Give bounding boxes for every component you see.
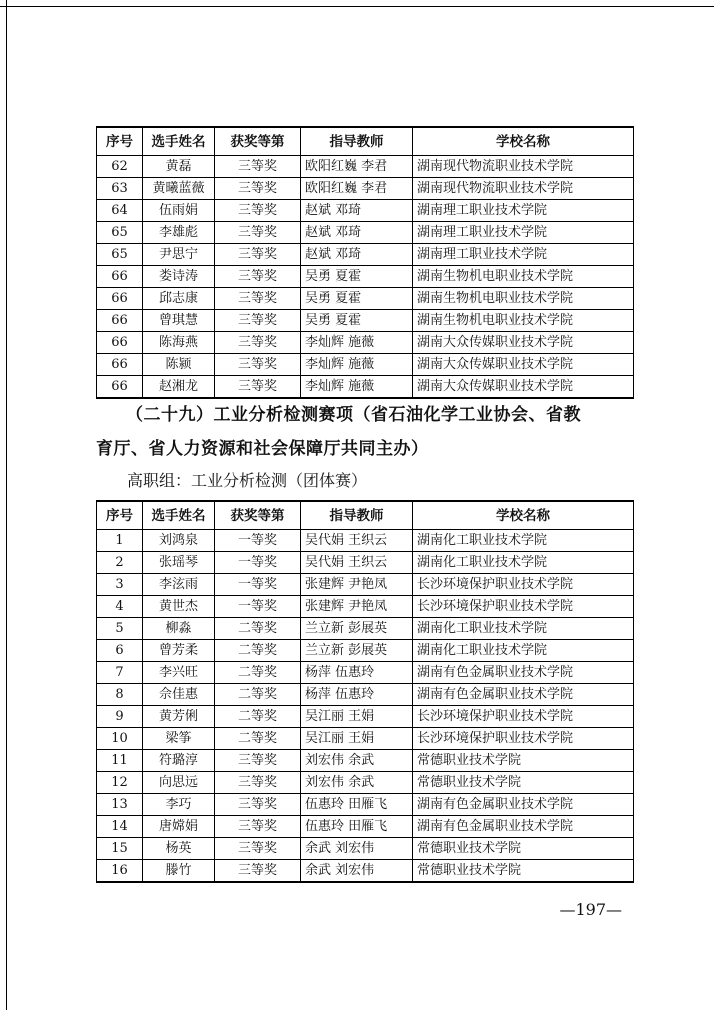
cell-school: 湖南化工职业技术学院 xyxy=(413,552,634,574)
table-row xyxy=(97,574,634,596)
cell-teacher: 欧阳红巍 李君 xyxy=(301,156,413,178)
cell-number: 11 xyxy=(97,750,143,772)
awards-table-2 xyxy=(96,500,634,883)
cell-school: 湖南化工职业技术学院 xyxy=(413,640,634,662)
cell-number: 14 xyxy=(97,816,143,838)
table-row xyxy=(97,332,634,354)
header-school: 学校名称 xyxy=(413,127,634,156)
cell-teacher: 吴代娟 王织云 xyxy=(301,552,413,574)
cell-number: 5 xyxy=(97,618,143,640)
cell-name: 杨英 xyxy=(143,838,215,860)
section-title xyxy=(96,398,633,466)
cell-teacher: 刘宏伟 余武 xyxy=(301,772,413,794)
cell-school: 湖南理工职业技术学院 xyxy=(413,222,634,244)
table-row xyxy=(97,816,634,838)
cell-teacher: 伍惠玲 田雁飞 xyxy=(301,816,413,838)
cell-name: 娄诗涛 xyxy=(143,266,215,288)
cell-name: 陈颍 xyxy=(143,354,215,376)
cell-school: 湖南化工职业技术学院 xyxy=(413,530,634,552)
table-header-row xyxy=(97,127,634,156)
table-row xyxy=(97,156,634,178)
awards-table-1 xyxy=(96,126,634,399)
cell-school: 常德职业技术学院 xyxy=(413,772,634,794)
header-number: 序号 xyxy=(97,501,143,530)
cell-award: 三等奖 xyxy=(215,244,301,266)
cell-number: 66 xyxy=(97,332,143,354)
cell-school: 湖南现代物流职业技术学院 xyxy=(413,156,634,178)
cell-award: 三等奖 xyxy=(215,200,301,222)
cell-number: 65 xyxy=(97,244,143,266)
cell-school: 湖南理工职业技术学院 xyxy=(413,244,634,266)
table-header-row xyxy=(97,501,634,530)
page-number: —197— xyxy=(559,900,622,919)
cell-number: 66 xyxy=(97,376,143,399)
cell-number: 3 xyxy=(97,574,143,596)
cell-teacher: 张建辉 尹艳凤 xyxy=(301,596,413,618)
cell-number: 1 xyxy=(97,530,143,552)
cell-number: 4 xyxy=(97,596,143,618)
cell-number: 63 xyxy=(97,178,143,200)
table-row xyxy=(97,266,634,288)
cell-award: 三等奖 xyxy=(215,288,301,310)
cell-teacher: 吴勇 夏霍 xyxy=(301,288,413,310)
cell-school: 湖南有色金属职业技术学院 xyxy=(413,816,634,838)
cell-number: 62 xyxy=(97,156,143,178)
cell-name: 李兴旺 xyxy=(143,662,215,684)
cell-school: 湖南大众传媒职业技术学院 xyxy=(413,376,634,399)
cell-name: 李巧 xyxy=(143,794,215,816)
cell-teacher: 吴江丽 王娟 xyxy=(301,706,413,728)
table-row xyxy=(97,552,634,574)
cell-award: 二等奖 xyxy=(215,662,301,684)
cell-name: 曾芳柔 xyxy=(143,640,215,662)
table-row xyxy=(97,728,634,750)
cell-award: 三等奖 xyxy=(215,266,301,288)
table-row xyxy=(97,772,634,794)
cell-name: 滕竹 xyxy=(143,860,215,883)
table-row xyxy=(97,244,634,266)
cell-award: 三等奖 xyxy=(215,332,301,354)
cell-school: 常德职业技术学院 xyxy=(413,750,634,772)
table-body xyxy=(97,156,634,399)
cell-name: 尹思宁 xyxy=(143,244,215,266)
header-award: 获奖等第 xyxy=(215,501,301,530)
cell-number: 6 xyxy=(97,640,143,662)
cell-school: 常德职业技术学院 xyxy=(413,838,634,860)
cell-name: 赵湘龙 xyxy=(143,376,215,399)
cell-name: 黄世杰 xyxy=(143,596,215,618)
cell-award: 二等奖 xyxy=(215,618,301,640)
cell-name: 伍雨娟 xyxy=(143,200,215,222)
top-border-line xyxy=(0,6,714,7)
section-title-line-1: （二十九）工业分析检测赛项（省石油化学工业协会、省教 xyxy=(126,405,581,425)
cell-name: 佘佳惠 xyxy=(143,684,215,706)
cell-school: 湖南有色金属职业技术学院 xyxy=(413,794,634,816)
table-row xyxy=(97,794,634,816)
cell-teacher: 赵斌 邓琦 xyxy=(301,244,413,266)
cell-award: 三等奖 xyxy=(215,772,301,794)
cell-number: 13 xyxy=(97,794,143,816)
cell-school: 湖南生物机电职业技术学院 xyxy=(413,266,634,288)
cell-award: 三等奖 xyxy=(215,156,301,178)
cell-award: 三等奖 xyxy=(215,750,301,772)
cell-teacher: 赵斌 邓琦 xyxy=(301,200,413,222)
header-teacher: 指导教师 xyxy=(301,501,413,530)
cell-teacher: 李灿辉 施薇 xyxy=(301,332,413,354)
cell-teacher: 吴勇 夏霍 xyxy=(301,266,413,288)
cell-name: 柳淼 xyxy=(143,618,215,640)
cell-award: 二等奖 xyxy=(215,706,301,728)
cell-teacher: 李灿辉 施薇 xyxy=(301,376,413,399)
cell-school: 长沙环境保护职业技术学院 xyxy=(413,596,634,618)
cell-number: 7 xyxy=(97,662,143,684)
left-border-line xyxy=(6,0,7,1010)
header-teacher: 指导教师 xyxy=(301,127,413,156)
table-row xyxy=(97,530,634,552)
cell-teacher: 伍惠玲 田雁飞 xyxy=(301,794,413,816)
cell-name: 邱志康 xyxy=(143,288,215,310)
cell-school: 湖南生物机电职业技术学院 xyxy=(413,310,634,332)
table-row xyxy=(97,860,634,883)
cell-teacher: 杨萍 伍惠玲 xyxy=(301,662,413,684)
cell-school: 湖南现代物流职业技术学院 xyxy=(413,178,634,200)
table-row xyxy=(97,838,634,860)
table-row xyxy=(97,178,634,200)
cell-name: 陈海燕 xyxy=(143,332,215,354)
header-name: 选手姓名 xyxy=(143,127,215,156)
cell-teacher: 李灿辉 施薇 xyxy=(301,354,413,376)
table-row xyxy=(97,618,634,640)
table-row xyxy=(97,640,634,662)
cell-award: 三等奖 xyxy=(215,178,301,200)
cell-name: 梁筝 xyxy=(143,728,215,750)
table-row xyxy=(97,288,634,310)
cell-award: 二等奖 xyxy=(215,728,301,750)
header-number: 序号 xyxy=(97,127,143,156)
cell-number: 66 xyxy=(97,288,143,310)
cell-name: 黄磊 xyxy=(143,156,215,178)
header-name: 选手姓名 xyxy=(143,501,215,530)
cell-award: 三等奖 xyxy=(215,816,301,838)
cell-teacher: 吴代娟 王织云 xyxy=(301,530,413,552)
cell-award: 一等奖 xyxy=(215,552,301,574)
cell-school: 湖南化工职业技术学院 xyxy=(413,618,634,640)
cell-award: 三等奖 xyxy=(215,222,301,244)
cell-number: 64 xyxy=(97,200,143,222)
table-row xyxy=(97,222,634,244)
cell-name: 曾琪慧 xyxy=(143,310,215,332)
cell-number: 10 xyxy=(97,728,143,750)
header-school: 学校名称 xyxy=(413,501,634,530)
header-award: 获奖等第 xyxy=(215,127,301,156)
cell-name: 向思远 xyxy=(143,772,215,794)
table-row xyxy=(97,706,634,728)
cell-school: 湖南有色金属职业技术学院 xyxy=(413,662,634,684)
cell-award: 三等奖 xyxy=(215,838,301,860)
cell-school: 常德职业技术学院 xyxy=(413,860,634,883)
cell-award: 二等奖 xyxy=(215,684,301,706)
cell-number: 9 xyxy=(97,706,143,728)
cell-teacher: 兰立新 彭展英 xyxy=(301,640,413,662)
cell-number: 65 xyxy=(97,222,143,244)
cell-number: 66 xyxy=(97,354,143,376)
cell-school: 湖南生物机电职业技术学院 xyxy=(413,288,634,310)
table-body xyxy=(97,530,634,883)
cell-school: 湖南大众传媒职业技术学院 xyxy=(413,354,634,376)
cell-number: 66 xyxy=(97,266,143,288)
cell-teacher: 欧阳红巍 李君 xyxy=(301,178,413,200)
cell-name: 黄芳俐 xyxy=(143,706,215,728)
cell-award: 一等奖 xyxy=(215,530,301,552)
cell-number: 2 xyxy=(97,552,143,574)
cell-award: 一等奖 xyxy=(215,574,301,596)
cell-number: 66 xyxy=(97,310,143,332)
cell-school: 长沙环境保护职业技术学院 xyxy=(413,728,634,750)
cell-award: 三等奖 xyxy=(215,376,301,399)
table-row xyxy=(97,662,634,684)
cell-name: 李泫雨 xyxy=(143,574,215,596)
group-title: 高职组：工业分析检测（团体赛） xyxy=(127,471,368,490)
cell-teacher: 余武 刘宏伟 xyxy=(301,838,413,860)
cell-teacher: 余武 刘宏伟 xyxy=(301,860,413,883)
section-title-line-2: 育厅、省人力资源和社会保障厅共同主办） xyxy=(96,439,429,459)
cell-name: 唐嫦娟 xyxy=(143,816,215,838)
cell-teacher: 赵斌 邓琦 xyxy=(301,222,413,244)
cell-number: 8 xyxy=(97,684,143,706)
cell-award: 三等奖 xyxy=(215,354,301,376)
cell-number: 16 xyxy=(97,860,143,883)
cell-teacher: 兰立新 彭展英 xyxy=(301,618,413,640)
cell-number: 15 xyxy=(97,838,143,860)
table-row xyxy=(97,310,634,332)
cell-number: 12 xyxy=(97,772,143,794)
cell-teacher: 张建辉 尹艳凤 xyxy=(301,574,413,596)
cell-award: 二等奖 xyxy=(215,640,301,662)
cell-award: 一等奖 xyxy=(215,596,301,618)
table-row xyxy=(97,750,634,772)
cell-name: 刘鸿泉 xyxy=(143,530,215,552)
cell-award: 三等奖 xyxy=(215,310,301,332)
cell-school: 长沙环境保护职业技术学院 xyxy=(413,706,634,728)
cell-name: 黄曦蓝薇 xyxy=(143,178,215,200)
table-row xyxy=(97,354,634,376)
cell-name: 张瑶琴 xyxy=(143,552,215,574)
cell-school: 湖南大众传媒职业技术学院 xyxy=(413,332,634,354)
cell-award: 三等奖 xyxy=(215,860,301,883)
table-row xyxy=(97,684,634,706)
table-row xyxy=(97,200,634,222)
table-row xyxy=(97,596,634,618)
cell-school: 长沙环境保护职业技术学院 xyxy=(413,574,634,596)
cell-school: 湖南理工职业技术学院 xyxy=(413,200,634,222)
cell-teacher: 杨萍 伍惠玲 xyxy=(301,684,413,706)
table-row xyxy=(97,376,634,399)
cell-name: 符璐淳 xyxy=(143,750,215,772)
cell-teacher: 刘宏伟 余武 xyxy=(301,750,413,772)
cell-teacher: 吴江丽 王娟 xyxy=(301,728,413,750)
cell-award: 三等奖 xyxy=(215,794,301,816)
cell-school: 湖南有色金属职业技术学院 xyxy=(413,684,634,706)
cell-teacher: 吴勇 夏霍 xyxy=(301,310,413,332)
cell-name: 李雄彪 xyxy=(143,222,215,244)
